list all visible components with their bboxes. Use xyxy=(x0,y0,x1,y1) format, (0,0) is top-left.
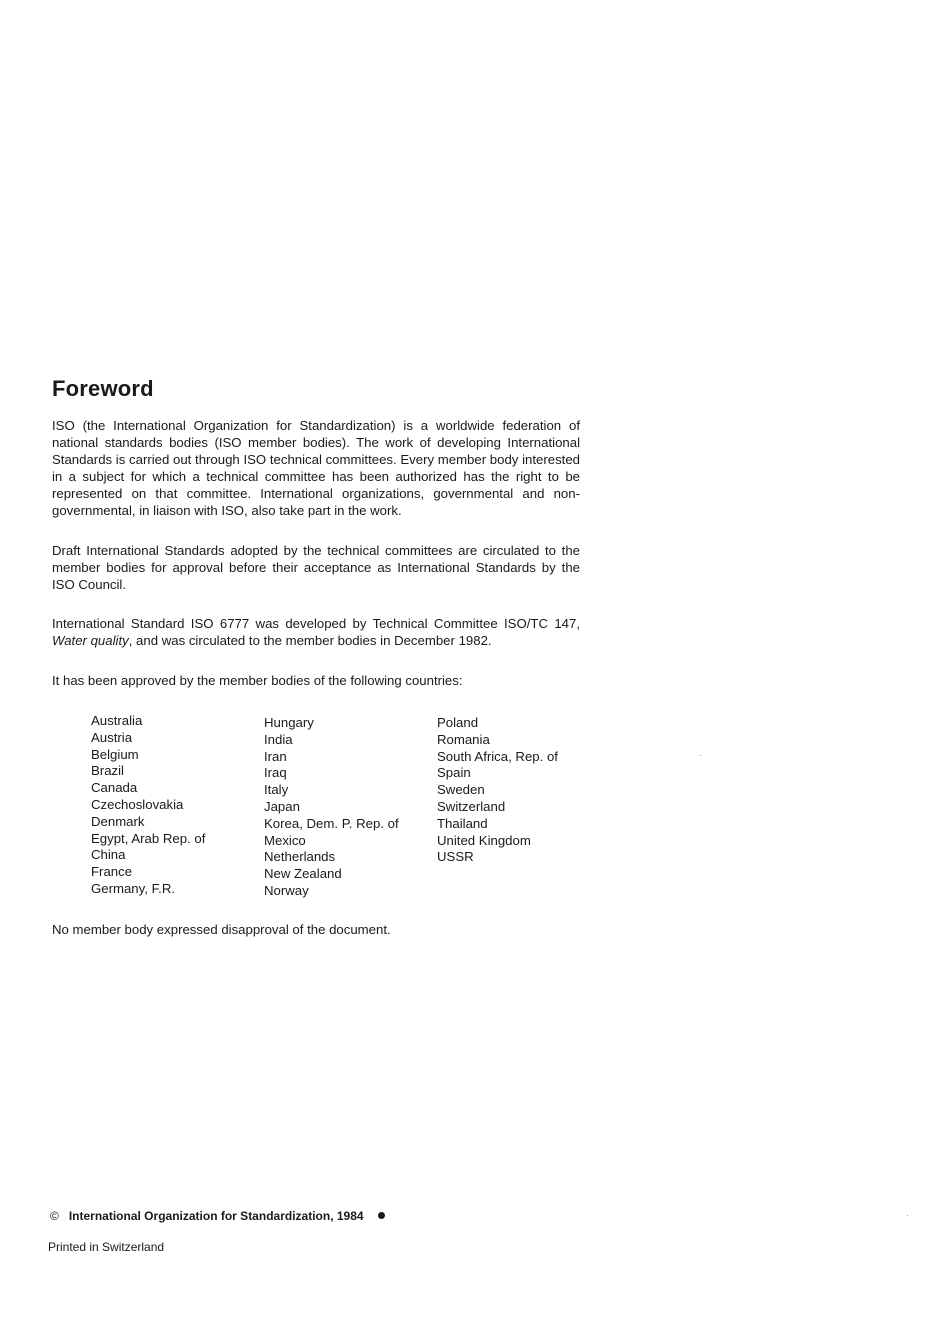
country-item: France xyxy=(91,864,133,880)
standard-origin-text: International Standard ISO 6777 was developed by Technical Committee ISO/TC 147, xyxy=(52,616,580,631)
country-item: Romania xyxy=(437,731,490,747)
country-item: Iraq xyxy=(264,765,287,781)
country-item: Hungary xyxy=(264,715,314,730)
draft-standards-paragraph: Draft International Standards adopted by the technical committees are circulated to the member bodies for approval before their acceptance as International Standards by the ISO Council. xyxy=(52,543,580,592)
country-item: Iran xyxy=(264,748,287,764)
country-item: USSR xyxy=(437,849,474,865)
country-list-column-3 xyxy=(437,715,558,866)
country-item: Korea, Dem. P. Rep. of xyxy=(264,815,399,831)
country-item: New Zealand xyxy=(264,866,342,882)
scan-speck xyxy=(907,1215,908,1216)
country-item: Thailand xyxy=(437,815,488,831)
country-item: Denmark xyxy=(91,813,145,829)
country-item: China xyxy=(91,847,126,863)
page-title: Foreword xyxy=(52,376,154,401)
approval-paragraph: It has been approved by the member bodies of the following countries: xyxy=(52,673,463,688)
bullet-icon xyxy=(378,1212,385,1219)
country-item: Italy xyxy=(264,782,289,798)
country-item: Canada xyxy=(91,780,138,796)
copyright-symbol: © xyxy=(50,1209,59,1223)
country-item: Belgium xyxy=(91,746,139,762)
country-item: Austria xyxy=(91,729,133,745)
printed-location: Printed in Switzerland xyxy=(48,1240,165,1254)
country-item: Netherlands xyxy=(264,849,336,865)
country-item: Japan xyxy=(264,798,300,814)
country-item: Germany, F.R. xyxy=(91,880,176,896)
copyright-text: International Organization for Standardization, 1984 xyxy=(68,1209,364,1223)
intro-paragraph: ISO (the International Organization for Standardization) is a worldwide federation of national standards bodies (ISO member bodies). The work of developing International Standards is carried out through ISO technical committees. Every member body interested in a subject for which a technical committee has been authorized has the right to be represented on that committee. International organizations, governmental and non-governmental, in liaison with ISO, also take part in the work. xyxy=(52,418,580,518)
country-item: India xyxy=(264,731,293,747)
country-item: Mexico xyxy=(264,832,306,848)
country-item: Sweden xyxy=(437,782,485,798)
standard-origin-paragraph xyxy=(52,615,580,649)
country-item: United Kingdom xyxy=(437,832,531,848)
country-item: Egypt, Arab Rep. of xyxy=(91,830,206,846)
country-item: Czechoslovakia xyxy=(91,796,184,812)
country-item: South Africa, Rep. of xyxy=(437,748,558,764)
disapproval-paragraph: No member body expressed disapproval of the document. xyxy=(52,922,391,937)
scan-speck xyxy=(700,755,701,756)
country-item: Brazil xyxy=(91,763,124,779)
country-item: Norway xyxy=(264,882,309,898)
standard-origin-text-end: , and was circulated to the member bodies in December 1982. xyxy=(128,633,492,648)
country-item: Australia xyxy=(91,713,143,728)
country-item: Spain xyxy=(437,765,471,781)
copyright-line xyxy=(50,1209,385,1223)
committee-subject: Water quality xyxy=(52,633,129,648)
country-list-column-1 xyxy=(91,713,205,898)
country-item: Switzerland xyxy=(437,798,506,814)
country-item: Poland xyxy=(437,715,479,730)
country-list-column-2 xyxy=(264,715,399,900)
